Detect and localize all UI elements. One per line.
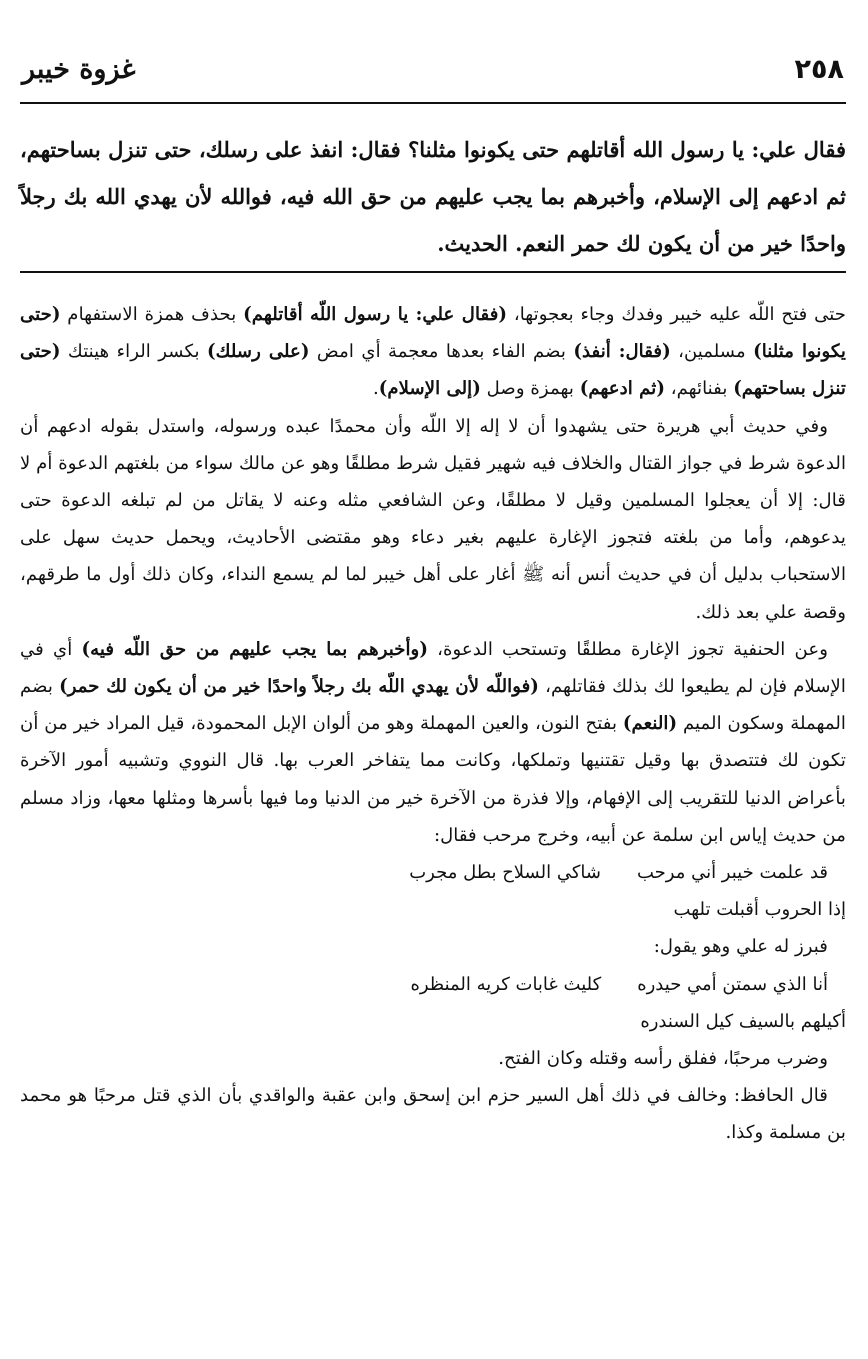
- poem-verse: كليث غابات كريه المنظره: [410, 973, 602, 995]
- quoted-text: (على رسلك): [206, 341, 310, 363]
- poem-verse: أكيلهم بالسيف كيل السندره: [640, 1010, 846, 1032]
- page-number: ٢٥٨: [794, 54, 844, 85]
- quoted-text: (النعم): [622, 713, 678, 735]
- poem-verse: شاكي السلاح بطل مجرب: [409, 862, 601, 884]
- hadith-text: فقال علي: يا رسول الله أقاتلهم حتى يكونوا مثلنا؟ فقال: انفذ على رسلك، حتى تنزل بساحتهم، ثم ادعهم إلى الإسلام، وأخبرهم بما يجب عليهم من حق الله فيه، فوالله لأن يهدي الله بك رجلاً واحدًا خير من أن يكون لك حمر النعم. الحديث.: [20, 126, 846, 273]
- commentary-paragraph-6: قال الحافظ: وخالف في ذلك أهل السير حزم ابن إسحق وابن عقبة والواقدي بأن الذي قتل مرحبًا هو محمد بن مسلمة وكذا.: [20, 1085, 846, 1144]
- running-title: غزوة خيبر: [22, 54, 136, 85]
- page-header: [20, 40, 846, 104]
- text-run: بكسر الراء هينتك: [60, 341, 207, 363]
- quoted-text: (فواللّه لأن يهدي اللّه بك رجلاً واحدًا خير من أن يكون لك حمر): [59, 676, 539, 698]
- poem-couplet: [20, 854, 846, 891]
- text-run: مسلمين،: [670, 341, 754, 363]
- quoted-text: (فقال: أنفذ): [573, 341, 671, 363]
- text-run: حتى فتح اللّه عليه خيبر وفدك وجاء بعجوتها،: [507, 304, 847, 325]
- poem-verse: قد علمت خيبر أني مرحب: [636, 862, 828, 884]
- poem-verse: أنا الذي سمتن أمي حيدره: [637, 973, 828, 995]
- text-run: بضم المهملة وسكون الميم: [20, 676, 846, 735]
- poem-couplet: [20, 966, 846, 1003]
- text-run: بفنائهم،: [664, 378, 734, 400]
- text-run: .: [372, 378, 379, 400]
- text-run: أي في الإسلام فإن لم يطيعوا لك بذلك فقاتلهم،: [20, 638, 846, 698]
- quoted-text: (حتى تنزل بساحتهم): [20, 341, 846, 400]
- text-run: بضم الفاء بعدها معجمة أي امض: [309, 341, 574, 363]
- text-run: بهمزة وصل: [480, 378, 580, 400]
- commentary-paragraph-4: فبرز له علي وهو يقول:: [653, 936, 828, 958]
- quoted-text: (إلى الإسلام): [378, 378, 481, 400]
- quoted-text: (فقال علي: يا رسول اللّه أقاتلهم): [243, 304, 508, 325]
- poem-verse: إذا الحروب أقبلت تلهب: [673, 899, 846, 921]
- quoted-text: (ثم ادعهم): [579, 378, 665, 400]
- commentary-paragraph-5: وضرب مرحبًا، ففلق رأسه وقتله وكان الفتح.: [498, 1048, 828, 1070]
- quoted-text: (حتى يكونوا مثلنا): [20, 304, 846, 363]
- commentary-paragraph-1: [20, 296, 846, 408]
- quoted-text: (وأخبرهم بما يجب عليهم من حق اللّه فيه): [81, 638, 428, 660]
- commentary-paragraph-3: [20, 631, 846, 854]
- text-run: بفتح النون، والعين المهملة وهو من ألوان الإبل المحمودة، قيل المراد خير من أن تكون لك فتتصدق بها وقيل تقتنيها وتملكها، وكانت مما يتفاخر العرب بها. قال النووي وتشبيه أمور الآخرة بأعراض الدنيا للتقريب إلى الإفهام، وإلا فذرة من الآخرة خير من الدنيا وما فيها بأسرها ومثلها معها، وزاد مسلم من حديث إياس ابن سلمة عن أبيه، وخرج مرحب فقال:: [20, 713, 846, 846]
- text-run: وعن الحنفية تجوز الإغارة مطلقًا وتستحب الدعوة،: [427, 638, 828, 660]
- commentary: [20, 296, 846, 1152]
- text-run: بحذف همزة الاستفهام: [60, 304, 244, 325]
- commentary-paragraph-2: وفي حديث أبي هريرة حتى يشهدوا أن لا إله إلا اللّه وأن محمدًا عبده ورسوله، واستدل بقوله ادعهم أن الدعوة شرط في جواز القتال والخلاف فيه شهير فقيل شرط مطلقًا وهو عن مالك سواء من بلغتهم الدعوة أم لا قال: إلا أن يعجلوا المسلمين وقيل لا مطلقًا، وعن الشافعي مثله وعنه لا يقاتل من لم تبلغه الدعوة حتى يدعوهم، وأما من بلغته فتجوز الإغارة عليهم بغير دعاء وهو مقتضى الأحاديث، ويحمل حديث سهل على الاستحباب بدليل أن في حديث أنس أنه ﷺ أغار على أهل خيبر لما لم يسمع النداء، وكان ذلك أول ما طرقهم، وقصة علي بعد ذلك.: [20, 415, 846, 623]
